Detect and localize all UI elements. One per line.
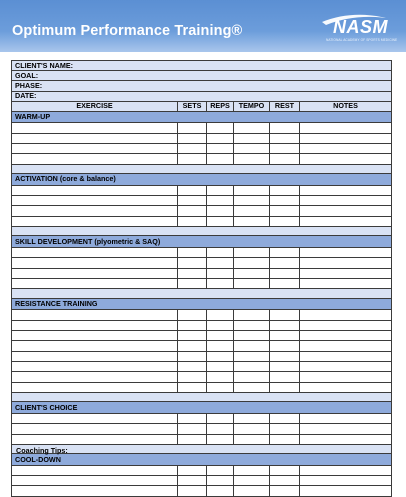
exercise-cell[interactable] (207, 361, 234, 371)
info-field-label[interactable]: CLIENT'S NAME: (12, 61, 392, 71)
exercise-cell[interactable] (12, 144, 178, 154)
exercise-cell[interactable] (234, 320, 270, 330)
exercise-cell[interactable] (12, 133, 178, 143)
exercise-cell[interactable] (207, 247, 234, 257)
exercise-cell[interactable] (234, 424, 270, 434)
exercise-cell[interactable] (270, 247, 300, 257)
exercise-cell[interactable] (12, 279, 178, 289)
spacer-cell (12, 444, 392, 453)
exercise-cell[interactable] (207, 196, 234, 206)
exercise-cell[interactable] (234, 310, 270, 320)
exercise-cell[interactable] (270, 372, 300, 382)
logo-wordmark: NASM (333, 17, 388, 37)
exercise-cell[interactable] (300, 486, 392, 496)
section-spacer (12, 227, 392, 236)
exercise-cell[interactable] (300, 320, 392, 330)
exercise-cell[interactable] (207, 382, 234, 392)
exercise-row (12, 413, 392, 423)
exercise-row (12, 330, 392, 340)
exercise-cell[interactable] (270, 216, 300, 226)
exercise-cell[interactable] (207, 434, 234, 444)
exercise-cell[interactable] (207, 351, 234, 361)
exercise-cell[interactable] (300, 372, 392, 382)
exercise-row (12, 247, 392, 257)
exercise-cell[interactable] (234, 413, 270, 423)
exercise-cell[interactable] (300, 279, 392, 289)
section-title: ACTIVATION (core & balance) (12, 174, 392, 186)
exercise-cell[interactable] (207, 154, 234, 164)
exercise-cell[interactable] (12, 486, 178, 496)
info-row (12, 61, 392, 71)
exercise-cell[interactable] (270, 154, 300, 164)
exercise-row (12, 434, 392, 444)
exercise-cell[interactable] (178, 465, 207, 475)
exercise-cell[interactable] (207, 413, 234, 423)
exercise-cell[interactable] (234, 154, 270, 164)
column-header: TEMPO (234, 101, 270, 111)
exercise-cell[interactable] (207, 486, 234, 496)
exercise-cell[interactable] (300, 123, 392, 133)
exercise-cell[interactable] (270, 133, 300, 143)
section-spacer (12, 289, 392, 298)
exercise-cell[interactable] (178, 424, 207, 434)
exercise-row (12, 486, 392, 496)
exercise-cell[interactable] (234, 258, 270, 268)
exercise-cell[interactable] (234, 361, 270, 371)
exercise-cell[interactable] (300, 310, 392, 320)
info-row (12, 71, 392, 81)
exercise-cell[interactable] (270, 279, 300, 289)
exercise-row (12, 154, 392, 164)
exercise-cell[interactable] (178, 382, 207, 392)
exercise-row (12, 216, 392, 226)
exercise-cell[interactable] (300, 330, 392, 340)
exercise-cell[interactable] (207, 133, 234, 143)
exercise-cell[interactable] (178, 185, 207, 195)
spacer-cell (12, 392, 392, 401)
exercise-cell[interactable] (207, 268, 234, 278)
exercise-cell[interactable] (270, 382, 300, 392)
exercise-row (12, 382, 392, 392)
section-spacer (12, 392, 392, 401)
section-title: WARM-UP (12, 111, 392, 123)
exercise-cell[interactable] (300, 258, 392, 268)
exercise-cell[interactable] (178, 216, 207, 226)
exercise-cell[interactable] (270, 413, 300, 423)
exercise-cell[interactable] (270, 434, 300, 444)
exercise-cell[interactable] (207, 123, 234, 133)
column-header: REST (270, 101, 300, 111)
exercise-cell[interactable] (12, 206, 178, 216)
exercise-cell[interactable] (178, 486, 207, 496)
exercise-cell[interactable] (234, 206, 270, 216)
exercise-cell[interactable] (178, 372, 207, 382)
exercise-cell[interactable] (12, 476, 178, 486)
exercise-cell[interactable] (178, 123, 207, 133)
section-header-row (12, 236, 392, 248)
logo-subtext: NATIONAL ACADEMY OF SPORTS MEDICINE (326, 38, 398, 42)
exercise-cell[interactable] (207, 206, 234, 216)
exercise-cell[interactable] (207, 279, 234, 289)
exercise-cell[interactable] (270, 185, 300, 195)
exercise-row (12, 476, 392, 486)
section-header-row (12, 402, 392, 414)
section-title: RESISTANCE TRAINING (12, 298, 392, 310)
exercise-cell[interactable] (300, 133, 392, 143)
exercise-cell[interactable] (12, 361, 178, 371)
exercise-cell[interactable] (234, 372, 270, 382)
exercise-cell[interactable] (207, 341, 234, 351)
exercise-cell[interactable] (12, 382, 178, 392)
exercise-cell[interactable] (300, 196, 392, 206)
exercise-cell[interactable] (234, 351, 270, 361)
exercise-cell[interactable] (207, 258, 234, 268)
exercise-row (12, 351, 392, 361)
section-title: COOL-DOWN (12, 454, 392, 466)
exercise-cell[interactable] (300, 216, 392, 226)
exercise-cell[interactable] (178, 154, 207, 164)
exercise-cell[interactable] (178, 310, 207, 320)
exercise-row (12, 279, 392, 289)
exercise-cell[interactable] (300, 476, 392, 486)
page-title: Optimum Performance Training® (12, 23, 243, 39)
exercise-cell[interactable] (234, 476, 270, 486)
exercise-cell[interactable] (300, 247, 392, 257)
exercise-row (12, 258, 392, 268)
exercise-cell[interactable] (12, 258, 178, 268)
exercise-cell[interactable] (300, 351, 392, 361)
exercise-row (12, 372, 392, 382)
exercise-cell[interactable] (207, 372, 234, 382)
exercise-cell[interactable] (12, 372, 178, 382)
exercise-cell[interactable] (234, 123, 270, 133)
exercise-cell[interactable] (234, 196, 270, 206)
exercise-cell[interactable] (12, 310, 178, 320)
exercise-row (12, 144, 392, 154)
exercise-cell[interactable] (270, 196, 300, 206)
exercise-cell[interactable] (300, 424, 392, 434)
exercise-cell[interactable] (234, 247, 270, 257)
exercise-cell[interactable] (234, 133, 270, 143)
exercise-cell[interactable] (178, 144, 207, 154)
exercise-cell[interactable] (234, 434, 270, 444)
column-header: REPS (207, 101, 234, 111)
exercise-cell[interactable] (12, 413, 178, 423)
exercise-cell[interactable] (12, 330, 178, 340)
exercise-cell[interactable] (234, 382, 270, 392)
section-header-row (12, 174, 392, 186)
exercise-cell[interactable] (178, 258, 207, 268)
exercise-cell[interactable] (300, 206, 392, 216)
exercise-cell[interactable] (178, 133, 207, 143)
section-title: CLIENT'S CHOICE (12, 402, 392, 414)
info-field-label[interactable]: DATE: (12, 91, 392, 101)
exercise-cell[interactable] (300, 144, 392, 154)
exercise-cell[interactable] (234, 144, 270, 154)
section-title: SKILL DEVELOPMENT (plyometric & SAQ) (12, 236, 392, 248)
exercise-cell[interactable] (12, 216, 178, 226)
workout-template-table (11, 60, 392, 497)
exercise-cell[interactable] (300, 154, 392, 164)
exercise-cell[interactable] (178, 351, 207, 361)
section-header-row (12, 111, 392, 123)
exercise-cell[interactable] (178, 279, 207, 289)
exercise-cell[interactable] (12, 351, 178, 361)
exercise-cell[interactable] (207, 310, 234, 320)
exercise-cell[interactable] (12, 434, 178, 444)
info-field-label[interactable]: GOAL: (12, 71, 392, 81)
exercise-row (12, 185, 392, 195)
exercise-cell[interactable] (270, 351, 300, 361)
coaching-tips-label: Coaching Tips: (16, 446, 68, 455)
exercise-cell[interactable] (234, 279, 270, 289)
exercise-cell[interactable] (300, 185, 392, 195)
exercise-cell[interactable] (234, 341, 270, 351)
exercise-row (12, 320, 392, 330)
column-header: SETS (178, 101, 207, 111)
exercise-cell[interactable] (300, 465, 392, 475)
exercise-cell[interactable] (12, 341, 178, 351)
exercise-cell[interactable] (207, 144, 234, 154)
info-field-label[interactable]: PHASE: (12, 81, 392, 91)
exercise-cell[interactable] (270, 268, 300, 278)
exercise-cell[interactable] (207, 320, 234, 330)
exercise-cell[interactable] (12, 247, 178, 257)
info-row (12, 91, 392, 101)
column-header-row (12, 101, 392, 111)
exercise-row (12, 268, 392, 278)
exercise-cell[interactable] (178, 196, 207, 206)
exercise-cell[interactable] (300, 341, 392, 351)
exercise-cell[interactable] (178, 206, 207, 216)
exercise-cell[interactable] (207, 476, 234, 486)
section-header-row (12, 454, 392, 466)
exercise-cell[interactable] (270, 486, 300, 496)
exercise-cell[interactable] (270, 310, 300, 320)
exercise-cell[interactable] (207, 330, 234, 340)
exercise-cell[interactable] (270, 258, 300, 268)
info-row (12, 81, 392, 91)
exercise-row (12, 123, 392, 133)
exercise-cell[interactable] (178, 268, 207, 278)
exercise-cell[interactable] (300, 434, 392, 444)
exercise-cell[interactable] (270, 341, 300, 351)
exercise-cell[interactable] (234, 486, 270, 496)
exercise-cell[interactable] (207, 216, 234, 226)
exercise-cell[interactable] (12, 268, 178, 278)
exercise-cell[interactable] (270, 465, 300, 475)
header-banner (0, 0, 406, 52)
exercise-cell[interactable] (234, 465, 270, 475)
exercise-cell[interactable] (178, 361, 207, 371)
exercise-cell[interactable] (270, 123, 300, 133)
exercise-cell[interactable] (12, 424, 178, 434)
exercise-cell[interactable] (207, 424, 234, 434)
exercise-cell[interactable] (12, 196, 178, 206)
exercise-cell[interactable] (270, 330, 300, 340)
exercise-cell[interactable] (178, 320, 207, 330)
exercise-cell[interactable] (270, 144, 300, 154)
exercise-cell[interactable] (178, 476, 207, 486)
column-header: NOTES (300, 101, 392, 111)
exercise-cell[interactable] (270, 206, 300, 216)
section-spacer (12, 164, 392, 173)
exercise-cell[interactable] (270, 320, 300, 330)
section-header-row (12, 298, 392, 310)
exercise-cell[interactable] (234, 268, 270, 278)
exercise-cell[interactable] (234, 185, 270, 195)
exercise-cell[interactable] (300, 361, 392, 371)
exercise-cell[interactable] (12, 154, 178, 164)
exercise-row (12, 196, 392, 206)
exercise-cell[interactable] (300, 413, 392, 423)
exercise-row (12, 310, 392, 320)
exercise-cell[interactable] (12, 320, 178, 330)
exercise-cell[interactable] (300, 382, 392, 392)
exercise-cell[interactable] (300, 268, 392, 278)
exercise-cell[interactable] (270, 424, 300, 434)
exercise-cell[interactable] (178, 247, 207, 257)
exercise-cell[interactable] (178, 330, 207, 340)
exercise-cell[interactable] (207, 465, 234, 475)
exercise-row (12, 133, 392, 143)
exercise-row (12, 341, 392, 351)
spacer-cell (12, 289, 392, 298)
spacer-cell (12, 164, 392, 173)
section-spacer (12, 444, 392, 453)
exercise-cell[interactable] (234, 216, 270, 226)
exercise-cell[interactable] (178, 341, 207, 351)
exercise-cell[interactable] (234, 330, 270, 340)
exercise-cell[interactable] (12, 123, 178, 133)
exercise-cell[interactable] (12, 185, 178, 195)
exercise-cell[interactable] (207, 185, 234, 195)
exercise-cell[interactable] (270, 476, 300, 486)
exercise-cell[interactable] (270, 361, 300, 371)
column-header: EXERCISE (12, 101, 178, 111)
exercise-row (12, 206, 392, 216)
exercise-row (12, 465, 392, 475)
exercise-cell[interactable] (178, 413, 207, 423)
exercise-row (12, 361, 392, 371)
exercise-cell[interactable] (178, 434, 207, 444)
exercise-row (12, 424, 392, 434)
spacer-cell (12, 227, 392, 236)
exercise-cell[interactable] (12, 465, 178, 475)
